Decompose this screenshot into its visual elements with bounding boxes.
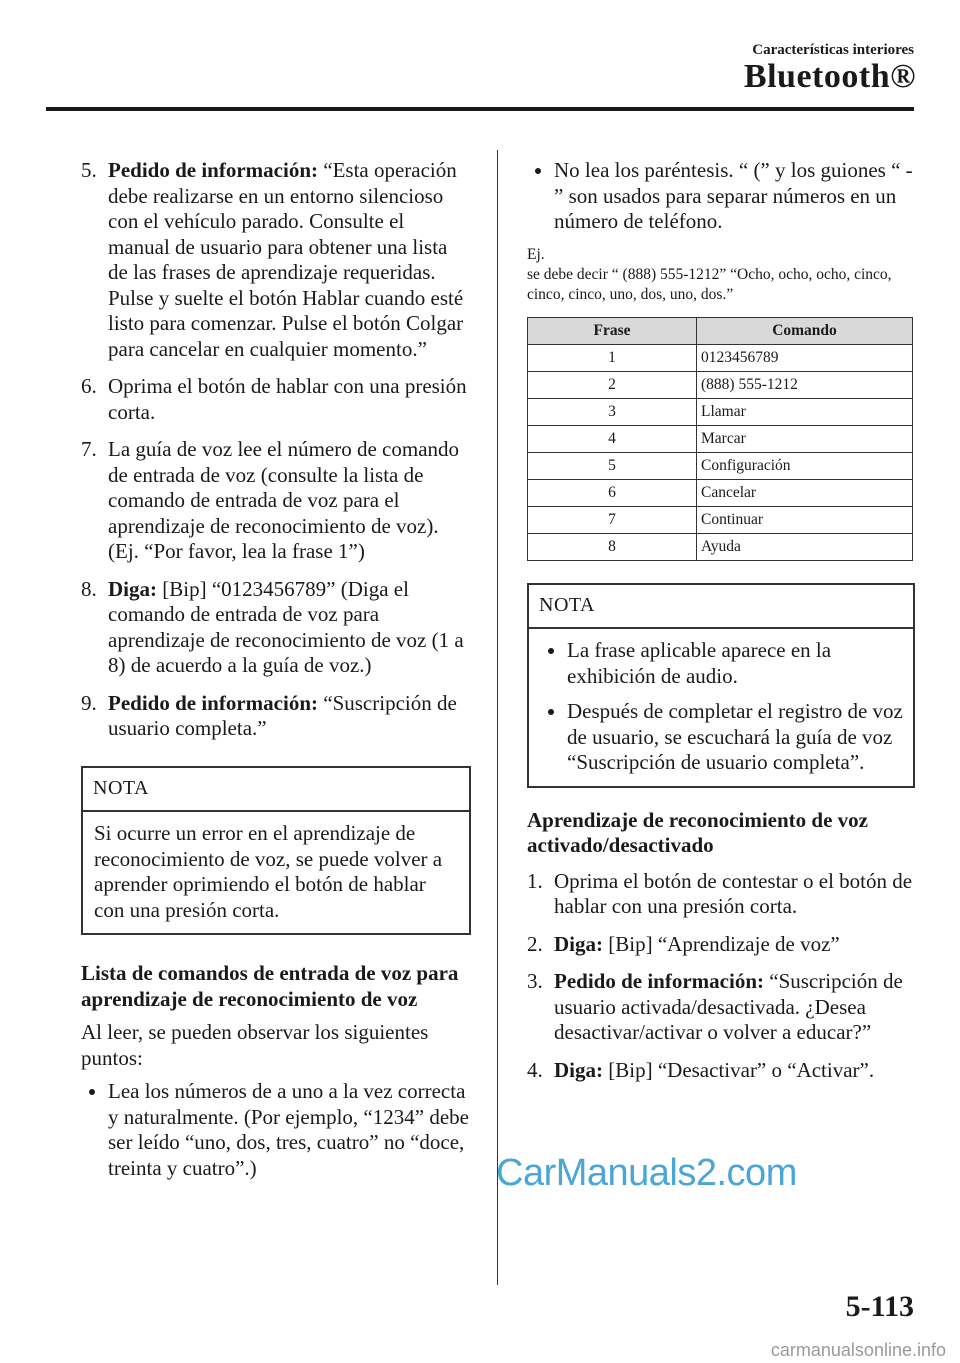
note-heading: NOTA: [83, 768, 469, 813]
table-row: 4 Marcar: [528, 425, 913, 452]
table-row: 2 (888) 555-1212: [528, 371, 913, 398]
note-body: Si ocurre un error en el aprendizaje de reconocimiento de voz, se puede volver a aprender oprimiendo el botón de hablar con una presión corta.: [94, 821, 443, 922]
bullet-icon: [89, 1089, 95, 1095]
bullet-icon: [548, 709, 554, 715]
example-text: Ej. se debe decir “ (888) 555-1212” “Ocho, ocho, ocho, cinco, cinco, cinco, uno, dos, uno, dos.”: [527, 245, 892, 303]
note-box-phrase: [527, 583, 915, 788]
note-box-error: [81, 766, 471, 936]
step-5: 5. Pedido de información: “Esta operación debe realizarse en un entorno silencioso con el vehículo parado. Consulte el manual de usuario para obtener una lista de las frases de aprendizaje requeridas. Pulse y suelte el botón Hablar cuando esté listo para comenzar. Pulse el botón Colgar para cancelar en cualquier momento.”: [81, 158, 464, 361]
section-title: Características interiores: [752, 42, 914, 58]
bullet-icon: [548, 648, 554, 654]
intro-paragraph: Al leer, se pueden observar los siguientes puntos:: [81, 1020, 429, 1070]
col-header-frase: Frase: [528, 317, 697, 344]
table-row: 3 Llamar: [528, 398, 913, 425]
page-title: Bluetooth®: [743, 58, 916, 95]
command-table: [527, 317, 913, 561]
table-header-row: [528, 317, 913, 344]
note-heading: NOTA: [529, 585, 913, 630]
note-body: [529, 629, 913, 786]
step-7: 7. La guía de voz lee el número de comando de entrada de voz (consulte la lista de comando de entrada de voz para el aprendizaje de reconocimiento de voz). (Ej. “Por favor, lea la frase 1”): [81, 437, 460, 563]
page-number: 5-113: [845, 1290, 914, 1323]
watermark-logo: CarManuals2.com: [496, 1152, 797, 1194]
bullet-read-numbers: Lea los números de a uno a la vez correcta y naturalmente. (Por ejemplo, “1234” debe ser leído “uno, dos, tres, cuatro” no “doce, treinta y cuatro”.): [81, 1079, 471, 1181]
table-row: 1 0123456789: [528, 344, 913, 371]
table-row: 8 Ayuda: [528, 533, 913, 560]
note-bullet: La frase aplicable aparece en la exhibición de audio.: [540, 638, 903, 689]
section-heading-voice-learning: Aprendizaje de reconocimiento de voz activado/desactivado: [527, 807, 868, 857]
step-4: 4. Diga: [Bip] “Desactivar” o “Activar”.: [527, 1057, 875, 1082]
bullet-icon: [535, 168, 541, 174]
section-heading-command-list: Lista de comandos de entrada de voz para aprendizaje de reconocimiento de voz: [81, 961, 459, 1011]
left-column: [81, 158, 471, 1181]
step-1: 1. Oprima el botón de contestar o el botón de hablar con una presión corta.: [527, 868, 913, 918]
column-divider: [497, 150, 498, 1285]
right-column: [527, 158, 915, 1095]
step-2: 2. Diga: [Bip] “Aprendizaje de voz”: [527, 931, 840, 956]
step-3: 3. Pedido de información: “Suscripción de usuario activada/desactivada. ¿Desea desactivar/activar o volver a educar?”: [527, 969, 903, 1044]
step-6: 6. Oprima el botón de hablar con una presión corta.: [81, 374, 467, 424]
header-rule: [46, 107, 914, 111]
table-row: 5 Configuración: [528, 452, 913, 479]
col-header-comando: Comando: [697, 317, 913, 344]
note-bullet: Después de completar el registro de voz de usuario, se escuchará la guía de voz “Suscripción de usuario completa”.: [540, 699, 903, 776]
step-9: 9. Pedido de información: “Suscripción de usuario completa.”: [81, 690, 457, 740]
table-row: 7 Continuar: [528, 506, 913, 533]
table-row: 6 Cancelar: [528, 479, 913, 506]
voice-learning-steps: [527, 869, 915, 1084]
footer-site-link[interactable]: carmanualsonline.info: [770, 1340, 946, 1360]
bullet-parentheses: No lea los paréntesis. “ (” y los guiones “ - ” son usados para separar números en un número de teléfono.: [527, 158, 915, 235]
step-8: 8. Diga: [Bip] “0123456789” (Diga el comando de entrada de voz para aprendizaje de reconocimiento de voz (1 a 8) de acuerdo a la guía de voz.): [81, 576, 464, 677]
